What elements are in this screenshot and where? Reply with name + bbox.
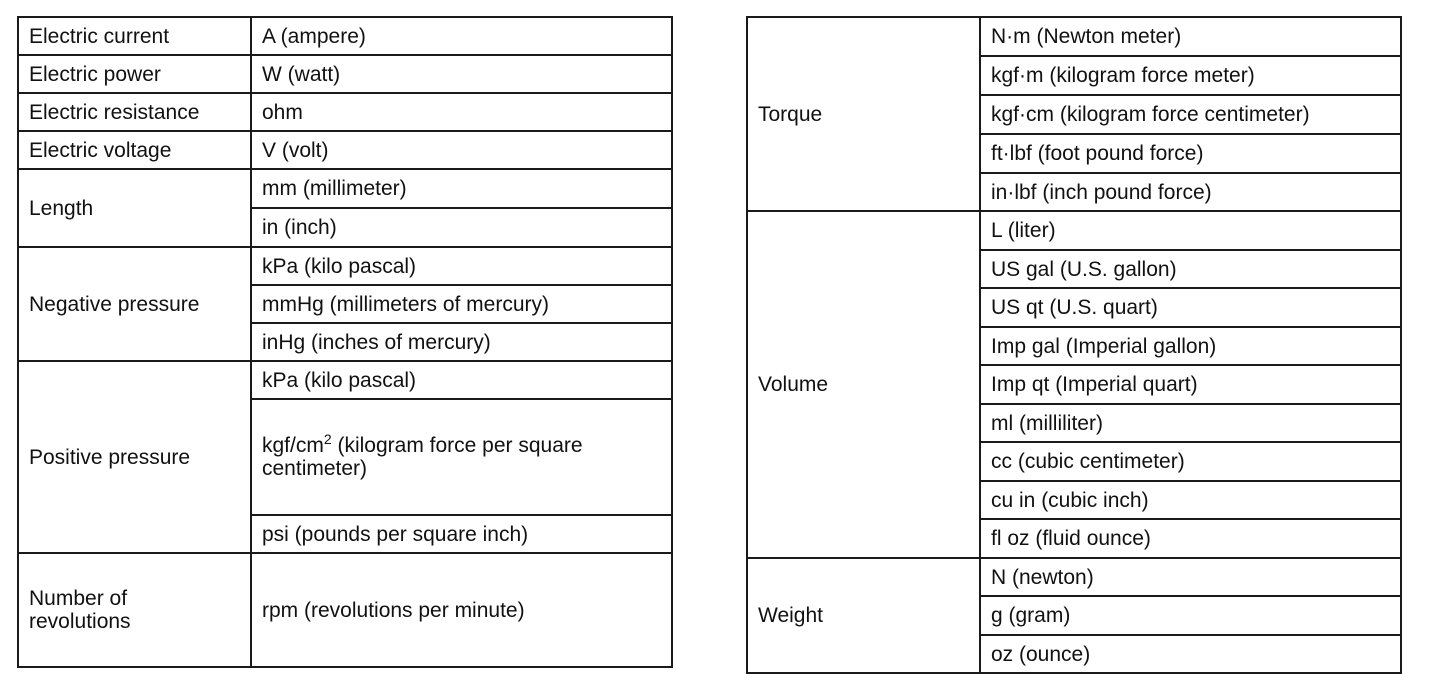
unit-kgf-cm-description: (kilogram force per square centimeter): [262, 434, 583, 480]
quantity-length: Length: [18, 169, 251, 247]
unit-watt: W (watt): [251, 55, 672, 93]
quantity-electric-power: Electric power: [18, 55, 251, 93]
table-row: [747, 558, 1401, 596]
unit-imperial-gallon: Imp gal (Imperial gallon): [980, 327, 1401, 365]
unit-newton: N (newton): [980, 558, 1401, 596]
unit-imperial-quart: Imp qt (Imperial quart): [980, 365, 1401, 404]
unit-ampere: A (ampere): [251, 17, 672, 55]
unit-ounce: oz (ounce): [980, 635, 1401, 673]
unit-kgf-cm-text: kgf/cm: [262, 434, 324, 457]
quantity-positive-pressure: Positive pressure: [18, 361, 251, 553]
unit-gram: g (gram): [980, 596, 1401, 635]
right-units-table: [746, 16, 1402, 674]
unit-us-quart: US qt (U.S. quart): [980, 288, 1401, 327]
quantity-number-of-revolutions: Number of revolutions: [18, 553, 251, 667]
table-row: [747, 211, 1401, 250]
left-units-table: [17, 16, 673, 668]
unit-kilo-pascal: kPa (kilo pascal): [251, 247, 672, 285]
unit-cubic-inch: cu in (cubic inch): [980, 481, 1401, 519]
table-row: [18, 17, 672, 55]
unit-millimeter: mm (millimeter): [251, 169, 672, 208]
unit-inch: in (inch): [251, 208, 672, 247]
table-row: [18, 247, 672, 285]
unit-fluid-ounce: fl oz (fluid ounce): [980, 519, 1401, 558]
unit-kilogram-force-meter: kgf·m (kilogram force meter): [980, 56, 1401, 95]
unit-kilogram-force-centimeter: kgf·cm (kilogram force centimeter): [980, 95, 1401, 134]
unit-foot-pound-force: ft·lbf (foot pound force): [980, 134, 1401, 173]
table-row: [18, 131, 672, 169]
unit-ohm: ohm: [251, 93, 672, 131]
quantity-negative-pressure: Negative pressure: [18, 247, 251, 361]
unit-liter: L (liter): [980, 211, 1401, 250]
unit-psi: psi (pounds per square inch): [251, 515, 672, 553]
unit-inch-pound-force: in·lbf (inch pound force): [980, 173, 1401, 211]
unit-newton-meter: N·m (Newton meter): [980, 17, 1401, 56]
unit-rpm: rpm (revolutions per minute): [251, 553, 672, 667]
superscript-two: 2: [323, 431, 332, 447]
unit-cubic-centimeter: cc (cubic centimeter): [980, 442, 1401, 481]
unit-kilo-pascal: kPa (kilo pascal): [251, 361, 672, 399]
table-row: [747, 17, 1401, 56]
table-row: [18, 55, 672, 93]
quantity-torque: Torque: [747, 17, 980, 211]
unit-us-gallon: US gal (U.S. gallon): [980, 250, 1401, 288]
unit-inhg: inHg (inches of mercury): [251, 323, 672, 361]
unit-mmhg: mmHg (millimeters of mercury): [251, 285, 672, 323]
quantity-volume: Volume: [747, 211, 980, 558]
table-row: [18, 169, 672, 208]
unit-milliliter: ml (milliliter): [980, 404, 1401, 442]
quantity-weight: Weight: [747, 558, 980, 673]
table-row: [18, 553, 672, 667]
quantity-electric-resistance: Electric resistance: [18, 93, 251, 131]
quantity-electric-current: Electric current: [18, 17, 251, 55]
table-row: [18, 93, 672, 131]
quantity-electric-voltage: Electric voltage: [18, 131, 251, 169]
unit-volt: V (volt): [251, 131, 672, 169]
unit-kgf-per-cm2: [251, 399, 672, 515]
table-row: [18, 361, 672, 399]
